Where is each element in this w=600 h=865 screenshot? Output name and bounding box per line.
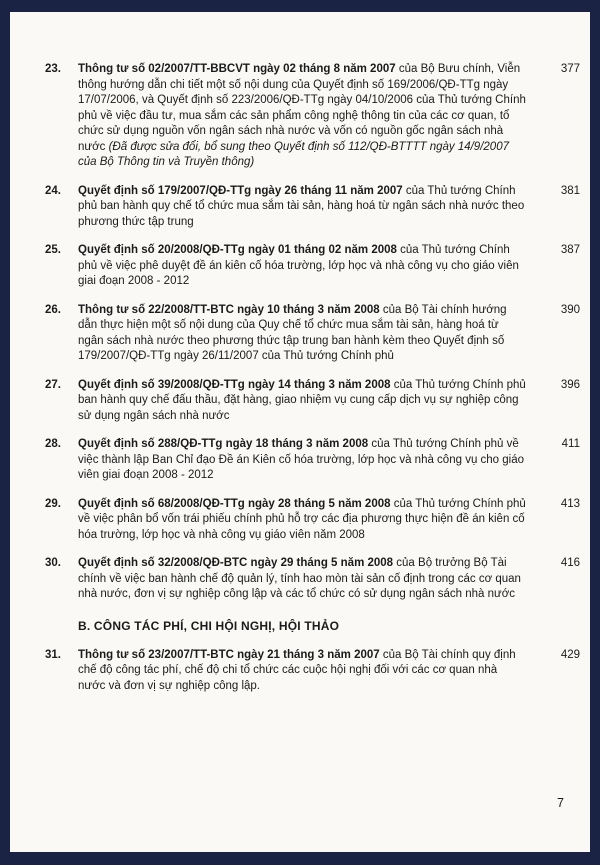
toc-entry-text bbox=[78, 184, 536, 231]
toc-entry-pagenum: 416 bbox=[560, 557, 580, 569]
toc-entry-28 bbox=[45, 437, 580, 484]
toc-entry-26 bbox=[45, 303, 580, 365]
toc-entry-text bbox=[78, 303, 536, 365]
toc-entry-title: Quyết định số 288/QĐ-TTg ngày 18 tháng 3 năm 2008 bbox=[78, 438, 369, 450]
toc-entry-number: 24. bbox=[45, 184, 61, 197]
toc-entry-note: (Đã được sửa đổi, bổ sung theo Quyết định số 112/QĐ-BTTTT ngày 14/9/2007 của Bộ Thông tin và Truyền thông) bbox=[78, 140, 509, 168]
toc-entry-desc: của Bộ Bưu chính, Viễn thông hướng dẫn chi tiết một số nội dung của Quyết định số 169/2006/QĐ-TTg ngày 17/07/2006, và Quyết định số 223/2006/QĐ-TTg ngày 04/10/2006 của Thủ tướng Chính phủ về việc đầu tư, mua sắm các sản phẩm công nghệ thông tin của các cơ quan, tổ chức sử dụng nguồn vốn ngân sách nhà nước và vốn có nguồn gốc ngân sách nhà nước bbox=[78, 63, 526, 153]
document-page bbox=[10, 12, 590, 852]
section-header-b: B. CÔNG TÁC PHÍ, CHI HỘI NGHỊ, HỘI THẢO bbox=[78, 618, 340, 633]
toc-entry-pagenum: 396 bbox=[560, 378, 580, 391]
toc-entry-pagenum: 429 bbox=[560, 648, 580, 661]
toc-entry-text bbox=[78, 497, 536, 544]
toc-list bbox=[45, 62, 580, 694]
toc-entry-number: 28. bbox=[45, 438, 61, 450]
toc-entry-desc: của Thủ tướng Chính phủ về việc phê duyệt đề án kiên cố hóa trường, lớp học và nhà công vụ cho giáo viên giai đoạn 2008 - 2012 bbox=[78, 244, 519, 287]
toc-entry-desc: của Thủ tướng Chính phủ về việc phân bổ vốn trái phiếu chính phủ hỗ trợ các địa phương thực hiện đề án kiên cố hóa trường, lớp học và nhà công vụ giáo viên năm 2008 bbox=[78, 497, 526, 541]
toc-entry-title: Quyết định số 179/2007/QĐ-TTg ngày 26 tháng 11 năm 2007 bbox=[78, 184, 403, 197]
toc-entry-24 bbox=[45, 184, 580, 231]
toc-entry-text bbox=[78, 378, 536, 425]
toc-entry-desc: của Thủ tướng Chính phủ ban hành quy chế đấu thầu, đặt hàng, giao nhiệm vụ cung cấp dịch vụ sự nghiệp công sử dụng ngân sách nhà nước bbox=[78, 378, 526, 422]
toc-entry-text bbox=[78, 62, 536, 171]
toc-entry-desc: của Thủ tướng Chính phủ ban hành quy chế tổ chức mua sắm tài sản, hàng hoá từ ngân sách nhà nước theo phương thức tập trung bbox=[78, 184, 525, 228]
toc-entry-pagenum: 381 bbox=[560, 184, 580, 197]
toc-entry-desc: của Bộ Tài chính quy định chế độ công tác phí, chế độ chi tổ chức các cuộc hội nghị đối với các cơ quan nhà nước và đơn vị sự nghiệp công lập. bbox=[78, 648, 516, 692]
toc-entry-31 bbox=[45, 648, 580, 695]
toc-entry-29 bbox=[45, 497, 580, 544]
toc-entry-number: 26. bbox=[45, 303, 61, 316]
toc-entry-desc: của Bộ trưởng Bộ Tài chính về việc ban hành chế độ quản lý, tính hao mòn tài sản cố định trong các cơ quan nhà nước, đơn vị sự nghiệp công lập và các tổ chức có sử dụng ngân sách nhà nước bbox=[78, 557, 521, 600]
toc-entry-25 bbox=[45, 243, 580, 290]
toc-entry-title: Quyết định số 39/2008/QĐ-TTg ngày 14 tháng 3 năm 2008 bbox=[78, 378, 391, 391]
toc-entry-title: Thông tư số 23/2007/TT-BTC ngày 21 tháng 3 năm 2007 bbox=[78, 648, 380, 661]
toc-entry-title: Quyết định số 20/2008/QĐ-TTg ngày 01 tháng 02 năm 2008 bbox=[78, 244, 397, 256]
toc-entry-pagenum: 377 bbox=[560, 63, 580, 75]
toc-entry-number: 30. bbox=[45, 557, 61, 569]
toc-entry-text bbox=[78, 437, 536, 484]
toc-entry-title: Quyết định số 68/2008/QĐ-TTg ngày 28 tháng 5 năm 2008 bbox=[78, 497, 391, 510]
toc-entry-pagenum: 387 bbox=[560, 244, 580, 256]
toc-entry-number: 27. bbox=[45, 378, 61, 391]
toc-entry-number: 25. bbox=[45, 244, 61, 256]
toc-entry-number: 29. bbox=[45, 497, 61, 510]
toc-entry-text bbox=[78, 243, 536, 290]
toc-entry-number: 31. bbox=[45, 648, 61, 661]
toc-entry-text bbox=[78, 556, 536, 603]
toc-entry-number: 23. bbox=[45, 63, 61, 75]
toc-entry-27 bbox=[45, 378, 580, 425]
toc-entry-text bbox=[78, 648, 536, 695]
page-number: 7 bbox=[557, 796, 564, 810]
toc-entry-30 bbox=[45, 556, 580, 603]
toc-entry-pagenum: 411 bbox=[561, 438, 580, 450]
toc-entry-23 bbox=[45, 62, 580, 171]
toc-entry-title: Quyết định số 32/2008/QĐ-BTC ngày 29 tháng 5 năm 2008 bbox=[78, 557, 394, 569]
toc-entry-desc: của Bộ Tài chính hướng dẫn thực hiện một số nội dung của Quy chế tổ chức mua sắm tài sản, hàng hoá từ ngân sách nhà nước theo phương thức tập trung ban hành kèm theo Quyết định số 179/2007/QĐ-TTg ngày 26/11/2007 của Thủ tướng Chính phủ bbox=[78, 303, 507, 362]
toc-entry-desc: của Thủ tướng Chính phủ về việc thành lập Ban Chỉ đạo Đề án Kiên cố hóa trường, lớp học và nhà công vụ cho giáo viên giai đoạn 2008 - 2012 bbox=[78, 438, 525, 481]
toc-entry-title: Thông tư số 02/2007/TT-BBCVT ngày 02 tháng 8 năm 2007 bbox=[78, 63, 396, 75]
toc-entry-pagenum: 390 bbox=[560, 303, 580, 316]
toc-entry-pagenum: 413 bbox=[560, 497, 580, 510]
toc-entry-title: Thông tư số 22/2008/TT-BTC ngày 10 tháng 3 năm 2008 bbox=[78, 303, 380, 316]
